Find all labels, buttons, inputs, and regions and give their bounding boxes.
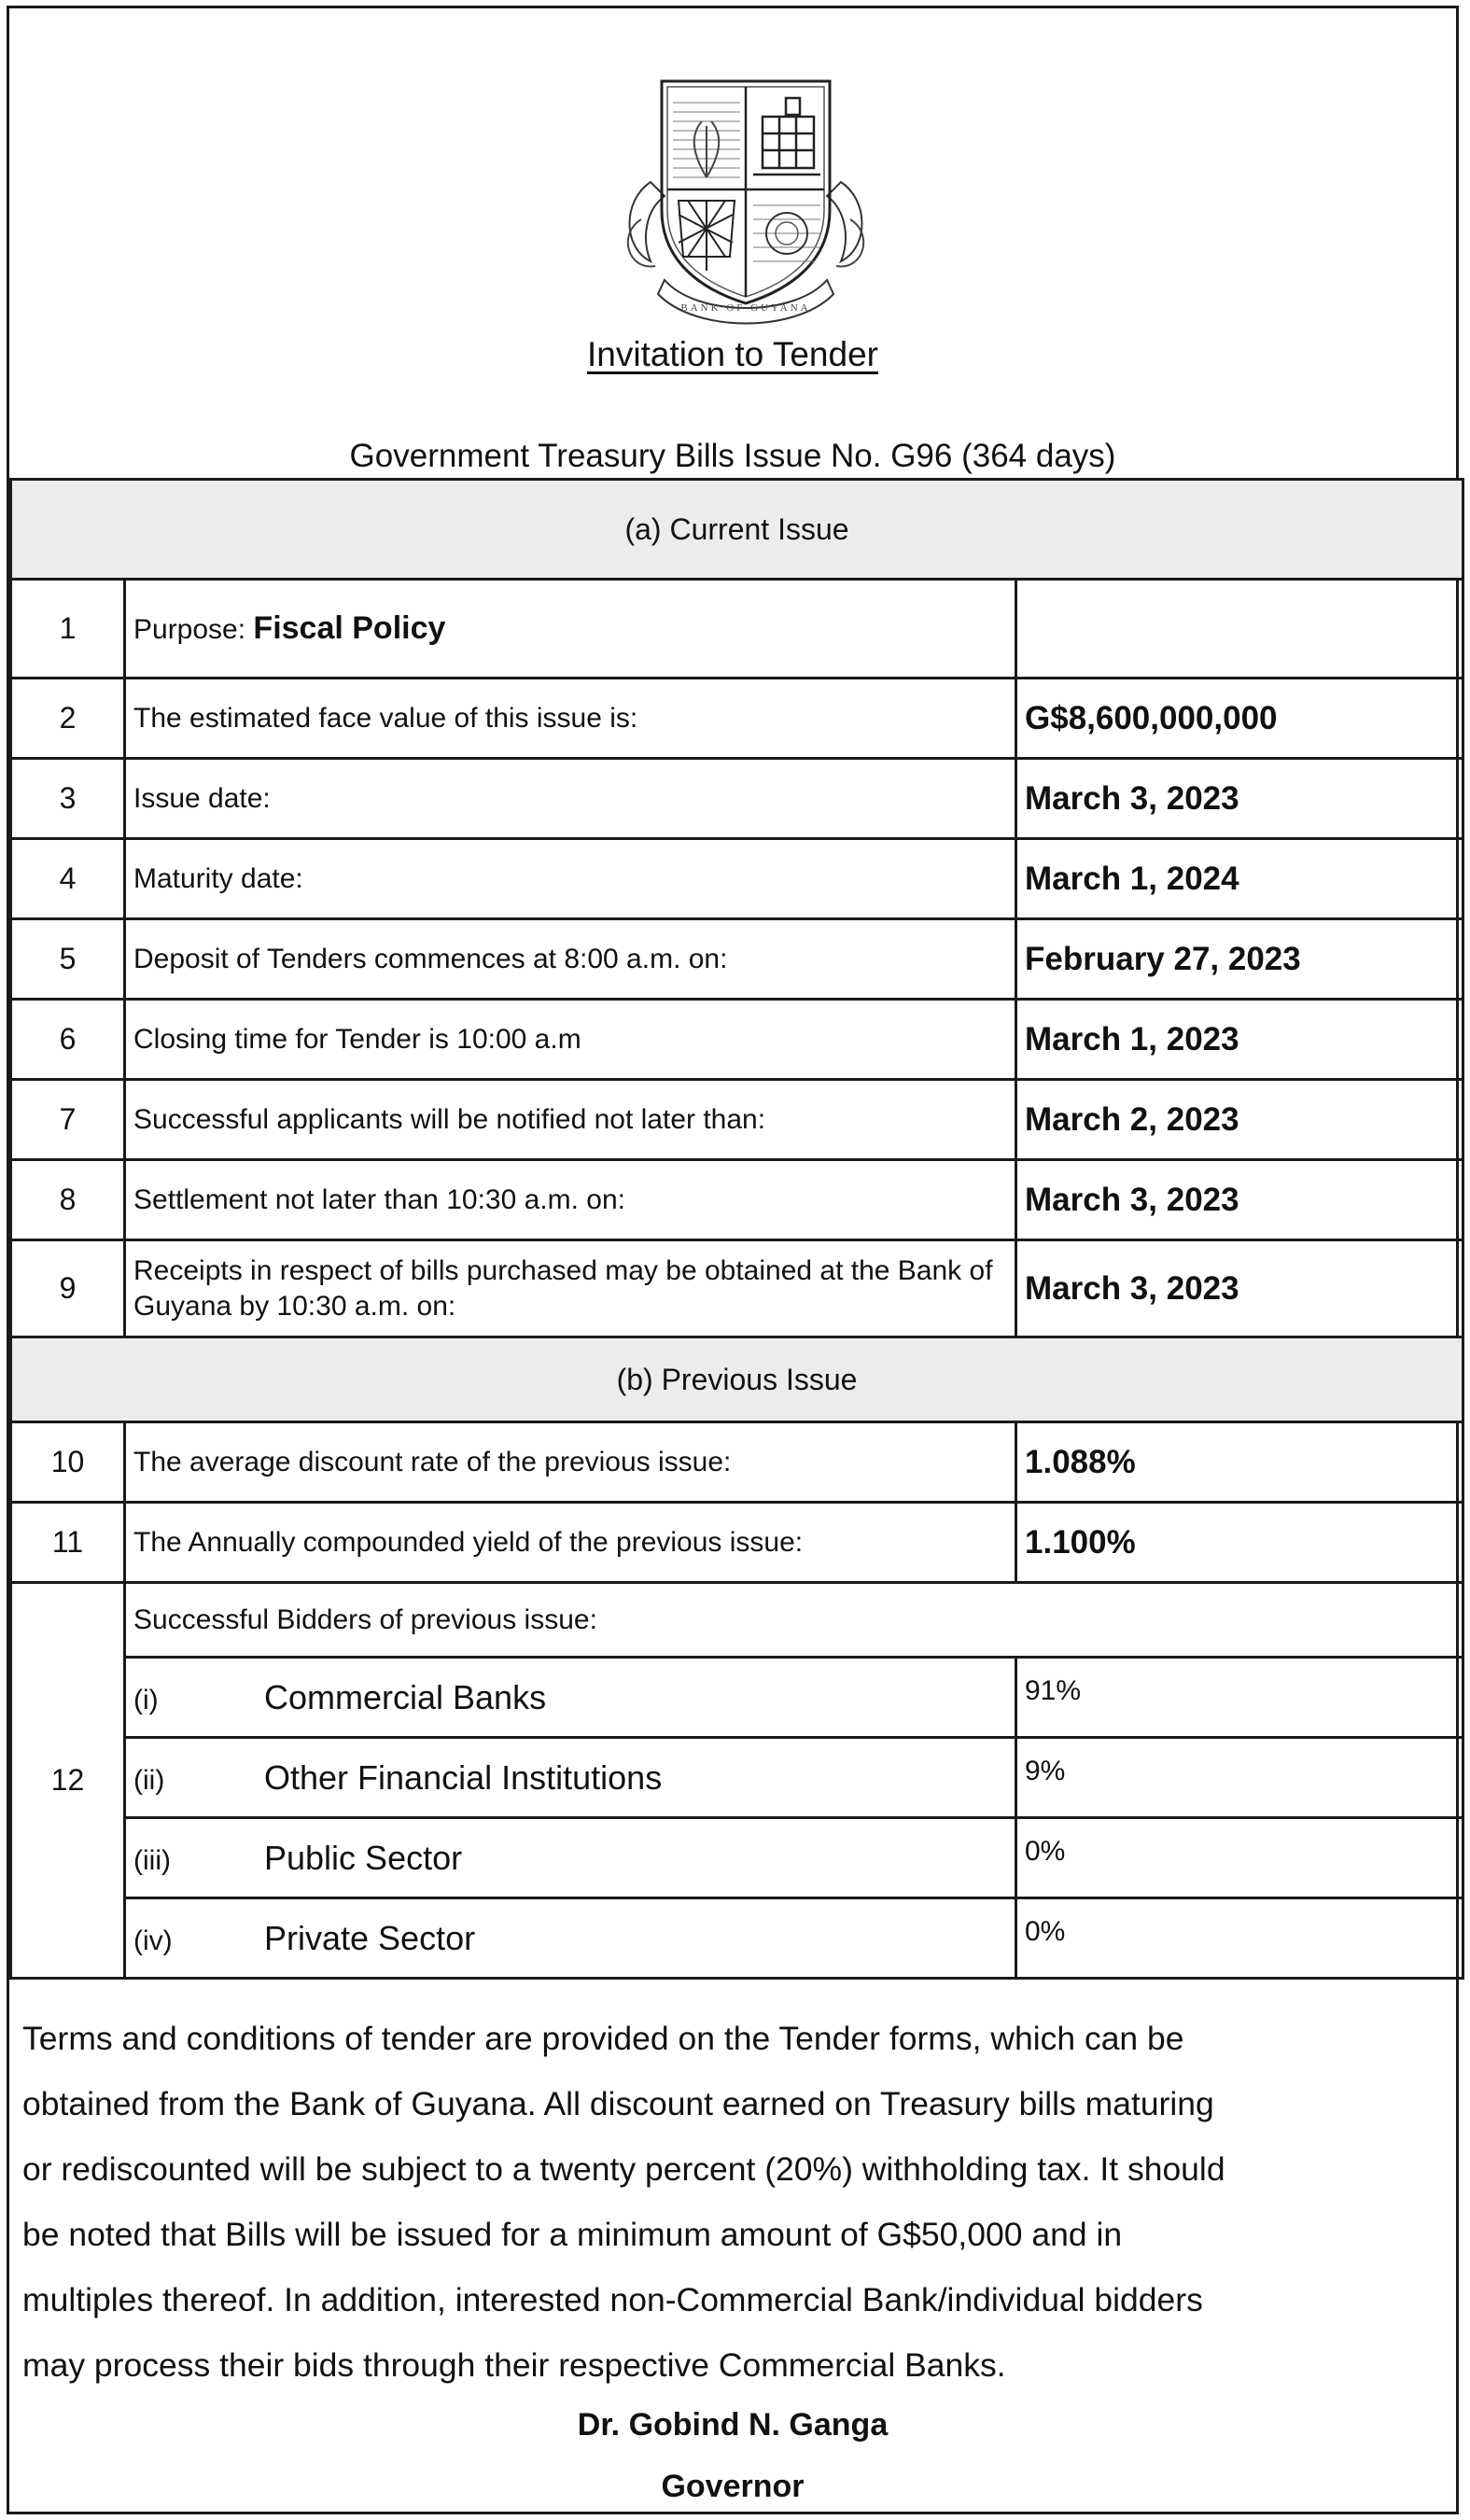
previous-issue-header: (b) Previous Issue — [11, 1337, 1463, 1422]
row-label: The Annually compounded yield of the previous issue: — [125, 1503, 1016, 1583]
row-label: Settlement not later than 10:30 a.m. on: — [125, 1160, 1016, 1240]
bidder-name: Commercial Banks — [264, 1677, 547, 1716]
terms-paragraph — [22, 2006, 1441, 2398]
bidder-cell — [125, 1818, 1016, 1898]
row-number: 6 — [11, 1000, 125, 1080]
row-value: 1.100% — [1016, 1503, 1463, 1583]
tender-table — [9, 478, 1464, 1980]
table-row — [11, 1240, 1463, 1337]
row-label: Successful applicants will be notified not later than: — [125, 1080, 1016, 1160]
bidder-name: Private Sector — [264, 1918, 476, 1957]
table-row — [11, 580, 1463, 679]
row-number: 3 — [11, 759, 125, 839]
table-row — [11, 839, 1463, 919]
bidder-roman: (ii) — [133, 1764, 165, 1796]
bidders-label: Successful Bidders of previous issue: — [125, 1583, 1463, 1658]
bidder-row — [11, 1898, 1463, 1979]
row-value: March 1, 2023 — [1016, 1000, 1463, 1080]
crest-motto: BANK OF GUYANA — [680, 302, 811, 314]
bidder-cell — [125, 1898, 1016, 1979]
bidder-roman: (i) — [133, 1684, 159, 1715]
bidder-share: 0% — [1016, 1818, 1463, 1898]
terms-line: multiples thereof. In addition, interested non-Commercial Bank/individual bidders — [22, 2281, 1203, 2318]
row-value: 1.088% — [1016, 1422, 1463, 1503]
table-row — [11, 1080, 1463, 1160]
table-row — [11, 679, 1463, 759]
document-title-text: Invitation to Tender — [587, 335, 878, 373]
table-row — [11, 1160, 1463, 1240]
row-value: March 1, 2024 — [1016, 839, 1463, 919]
row-label: The estimated face value of this issue is: — [125, 679, 1016, 759]
table-row — [11, 1000, 1463, 1080]
row-value: March 3, 2023 — [1016, 1240, 1463, 1337]
terms-line: or rediscounted will be subject to a twenty percent (20%) withholding tax. It should — [22, 2150, 1225, 2188]
row-label: Issue date: — [125, 759, 1016, 839]
signatory-name: Dr. Gobind N. Ganga — [577, 2407, 889, 2443]
tender-notice — [7, 6, 1459, 2514]
row-number: 4 — [11, 839, 125, 919]
table-row — [11, 1422, 1463, 1503]
table-row — [11, 919, 1463, 1000]
row-number: 2 — [11, 679, 125, 759]
bidder-cell — [125, 1658, 1016, 1738]
row-value — [1016, 580, 1463, 679]
table-row — [11, 1583, 1463, 1658]
bidder-share: 0% — [1016, 1898, 1463, 1979]
bidder-share: 91% — [1016, 1658, 1463, 1738]
row-number: 5 — [11, 919, 125, 1000]
bidder-name: Public Sector — [264, 1838, 463, 1877]
bidder-name: Other Financial Institutions — [264, 1757, 663, 1797]
terms-line: obtained from the Bank of Guyana. All discount earned on Treasury bills maturing — [22, 2085, 1214, 2122]
row-label: Receipts in respect of bills purchased may be obtained at the Bank of Guyana by 10:30 a.m. on: — [125, 1240, 1016, 1337]
previous-issue-header-row — [11, 1337, 1463, 1422]
row-value: February 27, 2023 — [1016, 919, 1463, 1000]
bidder-row — [11, 1658, 1463, 1738]
row-number: 11 — [11, 1503, 125, 1583]
row-number: 9 — [11, 1240, 125, 1337]
current-issue-header-row — [11, 480, 1463, 580]
row-value: March 2, 2023 — [1016, 1080, 1463, 1160]
bidder-row — [11, 1738, 1463, 1818]
row-number: 1 — [11, 580, 125, 679]
terms-line: Terms and conditions of tender are provided on the Tender forms, which can be — [22, 2020, 1184, 2057]
document-title — [9, 335, 1456, 374]
row-value: G$8,600,000,000 — [1016, 679, 1463, 759]
table-row — [11, 759, 1463, 839]
bidder-row — [11, 1818, 1463, 1898]
row-value: March 3, 2023 — [1016, 1160, 1463, 1240]
bank-of-guyana-crest-icon — [613, 70, 878, 341]
bidder-roman: (iv) — [133, 1925, 173, 1956]
purpose-value: Fiscal Policy — [253, 610, 446, 646]
row-number: 7 — [11, 1080, 125, 1160]
row-value: March 3, 2023 — [1016, 759, 1463, 839]
row-label: The average discount rate of the previous issue: — [125, 1422, 1016, 1503]
bidder-share: 9% — [1016, 1738, 1463, 1818]
row-number: 12 — [11, 1583, 125, 1979]
current-issue-header: (a) Current Issue — [11, 480, 1463, 580]
bidder-cell — [125, 1738, 1016, 1818]
table-row — [11, 1503, 1463, 1583]
row-number: 10 — [11, 1422, 125, 1503]
terms-line: be noted that Bills will be issued for a minimum amount of G$50,000 and in — [22, 2216, 1123, 2253]
row-label: Maturity date: — [125, 839, 1016, 919]
terms-line: may process their bids through their respective Commercial Banks. — [22, 2346, 1006, 2384]
bidder-roman: (iii) — [133, 1844, 171, 1876]
document-subtitle: Government Treasury Bills Issue No. G96 (364 days) — [349, 438, 1116, 474]
row-label — [125, 580, 1016, 679]
signatory-position: Governor — [661, 2469, 805, 2504]
purpose-label: Purpose: — [133, 614, 246, 645]
row-number: 8 — [11, 1160, 125, 1240]
row-label: Deposit of Tenders commences at 8:00 a.m. on: — [125, 919, 1016, 1000]
row-label: Closing time for Tender is 10:00 a.m — [125, 1000, 1016, 1080]
